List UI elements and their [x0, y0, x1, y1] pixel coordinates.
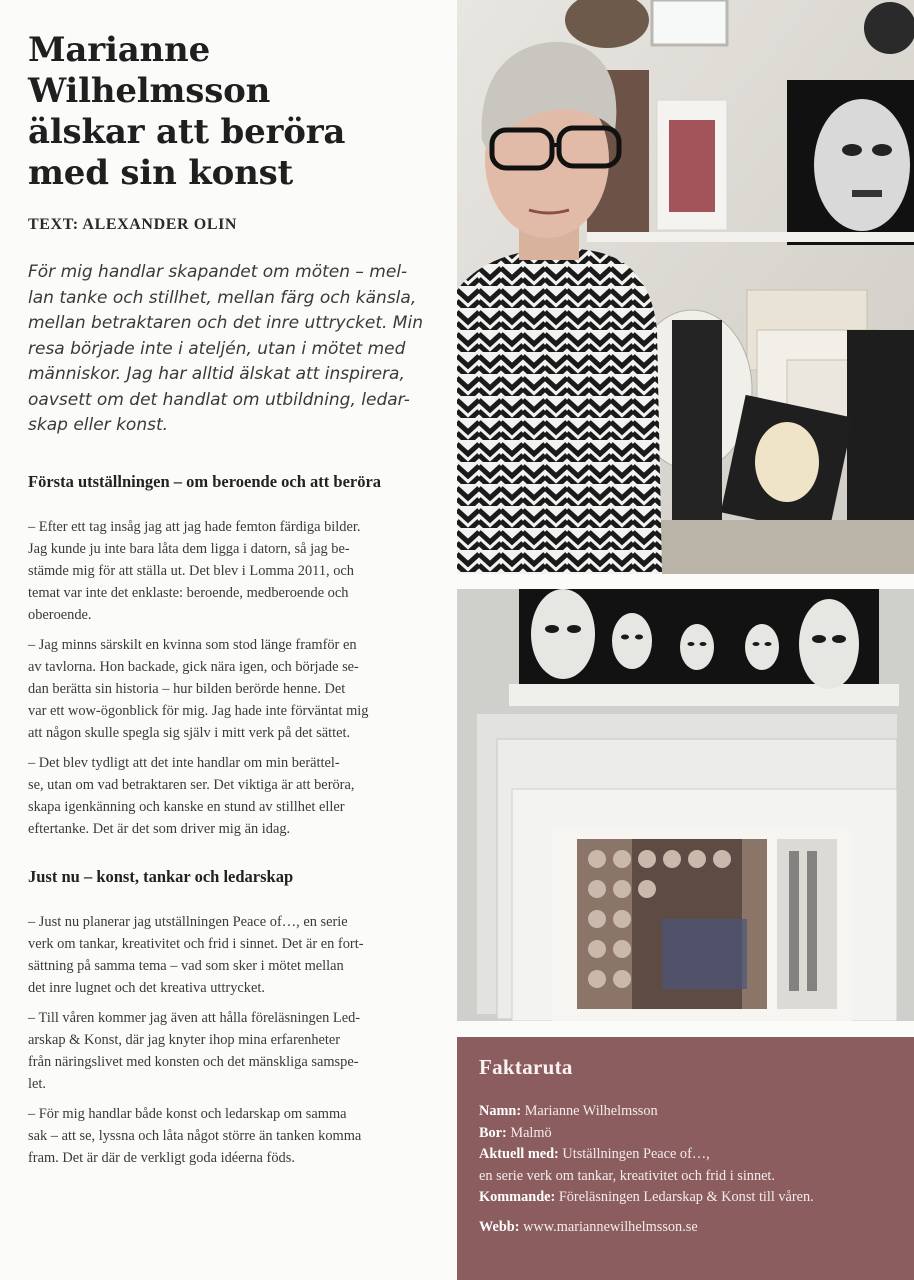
section-body	[28, 911, 410, 1169]
body-line: verk om tankar, kreativitet och frid i sinnet. Det är en fort-	[28, 935, 364, 952]
body-line: let.	[28, 1075, 46, 1092]
body-paragraph	[28, 516, 410, 626]
title-line: Marianne	[28, 30, 210, 70]
title-line: Wilhelmsson	[28, 71, 271, 111]
body-line: – Just nu planerar jag utställningen Peace of…, en serie	[28, 913, 348, 930]
fact-row-current	[479, 1144, 899, 1166]
lead-line: oavsett om det handlat om utbildning, ledar-	[28, 389, 410, 410]
section-heading-just-now: Just nu – konst, tankar och ledarskap	[28, 866, 294, 886]
lead-line: resa började inte i ateljén, utan i mötet med	[28, 338, 406, 359]
body-line: – Jag minns särskilt en kvinna som stod länge framför en	[28, 636, 357, 653]
body-paragraph	[28, 752, 410, 840]
article-column	[28, 30, 423, 1169]
body-line: det inre lugnet och det kreativa uttrycket.	[28, 979, 265, 996]
body-paragraph	[28, 1103, 410, 1169]
body-line: Jag kunde ju inte bara låta dem ligga i datorn, så jag be-	[28, 540, 350, 557]
fact-list	[479, 1101, 899, 1209]
fact-value: Malmö	[510, 1124, 552, 1141]
section-body	[28, 516, 410, 840]
lead-line: skap eller konst.	[28, 415, 169, 435]
fact-box	[457, 1037, 914, 1280]
fact-row-lives	[479, 1123, 899, 1145]
fact-row-web	[479, 1219, 698, 1236]
body-line: – Till våren kommer jag även att hålla föreläsningen Led-	[28, 1009, 361, 1026]
body-line: fram. Det är där de verkligt goda idéerna föds.	[28, 1149, 295, 1166]
fact-label: Webb:	[479, 1219, 520, 1235]
fact-row-current-continued: en serie verk om tankar, kreativitet och frid i sinnet.	[479, 1167, 775, 1184]
body-line: av tavlorna. Hon backade, gick nära igen, och började se-	[28, 658, 359, 675]
fact-value: Föreläsningen Ledarskap & Konst till våren.	[558, 1189, 814, 1205]
fact-row-upcoming	[479, 1187, 899, 1209]
body-line: – Det blev tydligt att det inte handlar om min berättel-	[28, 754, 340, 771]
fact-label: Bor:	[479, 1124, 507, 1141]
fact-row-name	[479, 1101, 899, 1123]
body-line: – Efter ett tag insåg jag att jag hade femton färdiga bilder.	[28, 518, 361, 535]
artist-portrait-photo	[457, 0, 914, 574]
article-title	[28, 30, 410, 194]
lead-line: lan tanke och stillhet, mellan färg och känsla,	[28, 287, 417, 308]
body-paragraph	[28, 911, 410, 999]
fact-value: Marianne Wilhelmsson	[524, 1103, 658, 1119]
lead-line: människor. Jag har alltid älskat att inspirera,	[28, 364, 405, 384]
body-line: dan berätta sin historia – hur bilden berörde henne. Det	[28, 680, 346, 697]
fact-label: Namn:	[479, 1103, 522, 1119]
body-line: skapa igenkänning och kanske en stund av stillhet eller	[28, 798, 345, 815]
byline: TEXT: ALEXANDER OLIN	[28, 216, 238, 233]
website-link[interactable]: www.mariannewilhelmsson.se	[523, 1219, 698, 1235]
section-heading-first-exhibition: Första utställningen – om beroende och att beröra	[28, 471, 382, 491]
body-line: från näringslivet med konsten och det mänskliga samspe-	[28, 1053, 359, 1070]
title-line: med sin konst	[28, 153, 294, 193]
fact-value: Utställningen Peace of…,	[562, 1146, 710, 1162]
body-line: se, utan om vad betraktaren ser. Det viktiga är att beröra,	[28, 776, 355, 793]
fact-label: Kommande:	[479, 1189, 556, 1205]
lead-line: mellan betraktaren och det inre uttrycket. Min	[28, 313, 423, 333]
body-line: oberoende.	[28, 606, 92, 623]
body-line: arskap & Konst, där jag knyter ihop mina erfarenheter	[28, 1031, 341, 1048]
body-paragraph	[28, 1007, 410, 1095]
fact-box-title: Faktaruta	[479, 1055, 573, 1079]
masks-illustration	[457, 589, 914, 1021]
body-line: var ett wow-ögonblick för mig. Jag hade inte förväntat mig	[28, 702, 369, 719]
title-line: älskar att beröra	[28, 112, 346, 152]
lead-line: För mig handlar skapandet om möten – mel-	[28, 262, 408, 282]
body-line: stämde mig för att ställa ut. Det blev i Lomma 2011, och	[28, 562, 354, 579]
body-line: temat var inte det enklaste: beroende, medberoende och	[28, 584, 349, 601]
lead-paragraph	[28, 260, 423, 439]
fact-label: Aktuell med:	[479, 1146, 559, 1162]
body-line: sättning på samma tema – vad som sker i mötet mellan	[28, 957, 344, 974]
body-line: eftertanke. Det är det som driver mig än idag.	[28, 820, 291, 837]
body-line: att någon skulle spegla sig själv i mitt verk på det sättet.	[28, 724, 351, 741]
body-line: – För mig handlar både konst och ledarskap om samma	[28, 1105, 347, 1122]
masks-artwork-photo	[457, 589, 914, 1021]
body-paragraph	[28, 634, 410, 744]
portrait-illustration	[457, 0, 914, 574]
body-line: sak – att se, lyssna och låta något större än tanken komma	[28, 1127, 362, 1144]
